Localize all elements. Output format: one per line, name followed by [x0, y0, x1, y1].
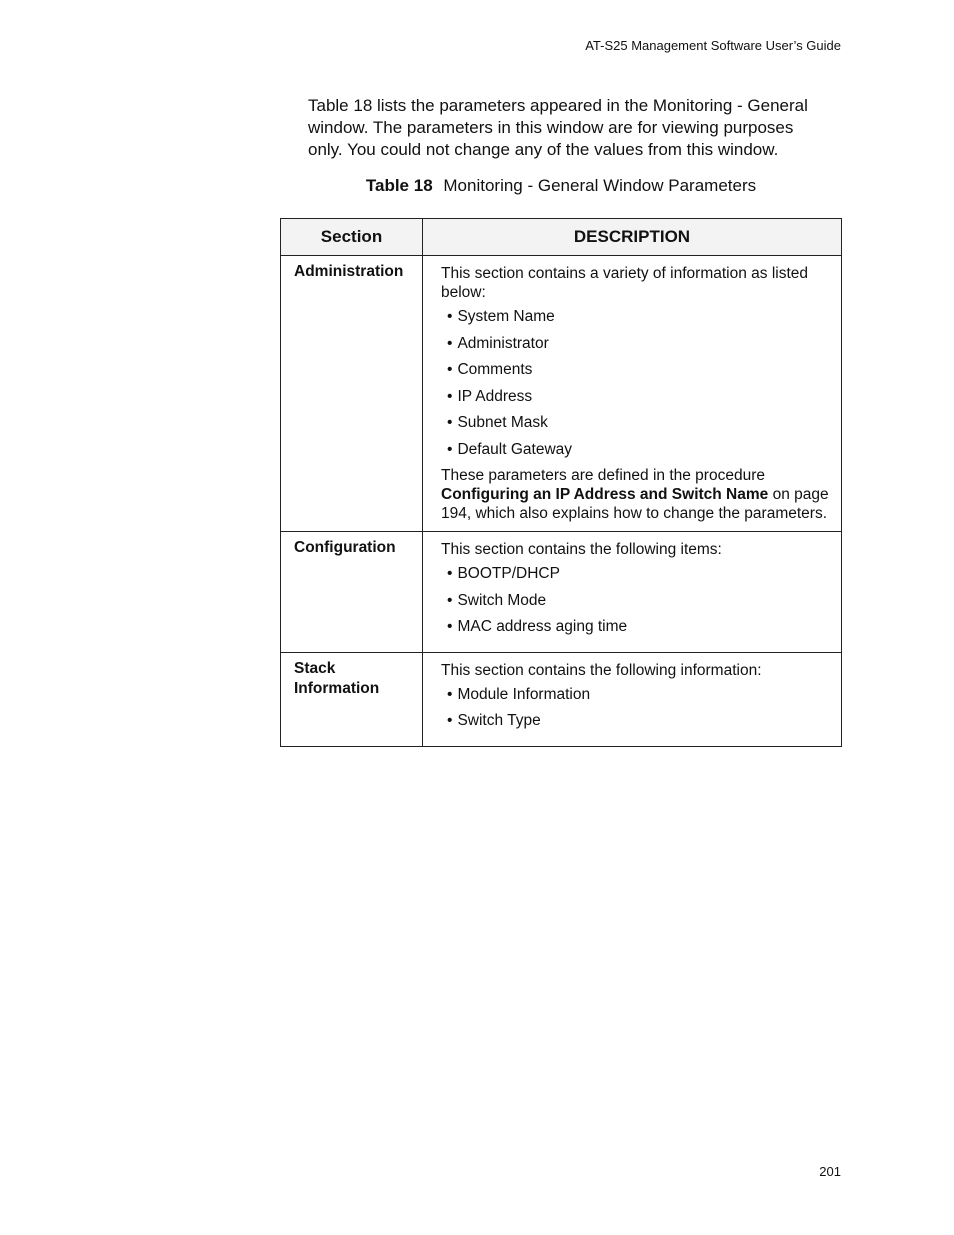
table-caption-number: Table 18 [365, 176, 433, 195]
list-item: • Module Information [441, 685, 839, 705]
table-row [281, 532, 842, 653]
list-item: • BOOTP/DHCP [441, 564, 839, 584]
outro-text: These parameters are defined in the procedure [441, 467, 765, 484]
running-header: AT-S25 Management Software User’s Guide [585, 38, 841, 53]
table-row [281, 652, 842, 746]
description-intro: This section contains the following information: [441, 661, 762, 679]
parameters-table [280, 218, 842, 747]
list-item: • Switch Mode [441, 591, 839, 611]
description-intro: This section contains a variety of information as listed below: [441, 265, 809, 301]
description-cell [423, 532, 842, 653]
section-name: Stack Information [281, 652, 423, 746]
page-number: 201 [819, 1164, 841, 1179]
list-item: • IP Address [441, 387, 839, 407]
list-item: • Default Gateway [441, 440, 839, 460]
description-cell [423, 652, 842, 746]
description-cell [423, 256, 842, 532]
list-item: • System Name [441, 307, 839, 327]
description-outro [441, 466, 839, 523]
list-item: • Switch Type [441, 711, 839, 731]
intro-paragraph: Table 18 lists the parameters appeared in the Monitoring - General window. The parameters in this window are for viewing purposes only. You could not change any of the values from this window. [308, 96, 808, 159]
section-name: Administration [281, 256, 423, 532]
list-item: • Administrator [441, 334, 839, 354]
section-name: Configuration [281, 532, 423, 653]
bullet-list [441, 685, 839, 732]
procedure-reference: Configuring an IP Address and Switch Name [441, 486, 769, 503]
list-item: • MAC address aging time [441, 617, 839, 637]
table-caption [280, 176, 842, 196]
bullet-list [441, 564, 839, 637]
table-header-row [281, 219, 842, 256]
description-intro: This section contains the following items: [441, 541, 722, 558]
bullet-list [441, 307, 839, 460]
table-caption-title: Monitoring - General Window Parameters [443, 176, 757, 195]
column-header-description: DESCRIPTION [423, 219, 842, 256]
list-item: • Subnet Mask [441, 413, 839, 433]
column-header-section: Section [281, 219, 423, 256]
list-item: • Comments [441, 360, 839, 380]
table-row [281, 256, 842, 532]
outro-text: on page 194, which also explains how to change the parameters. [441, 486, 829, 522]
